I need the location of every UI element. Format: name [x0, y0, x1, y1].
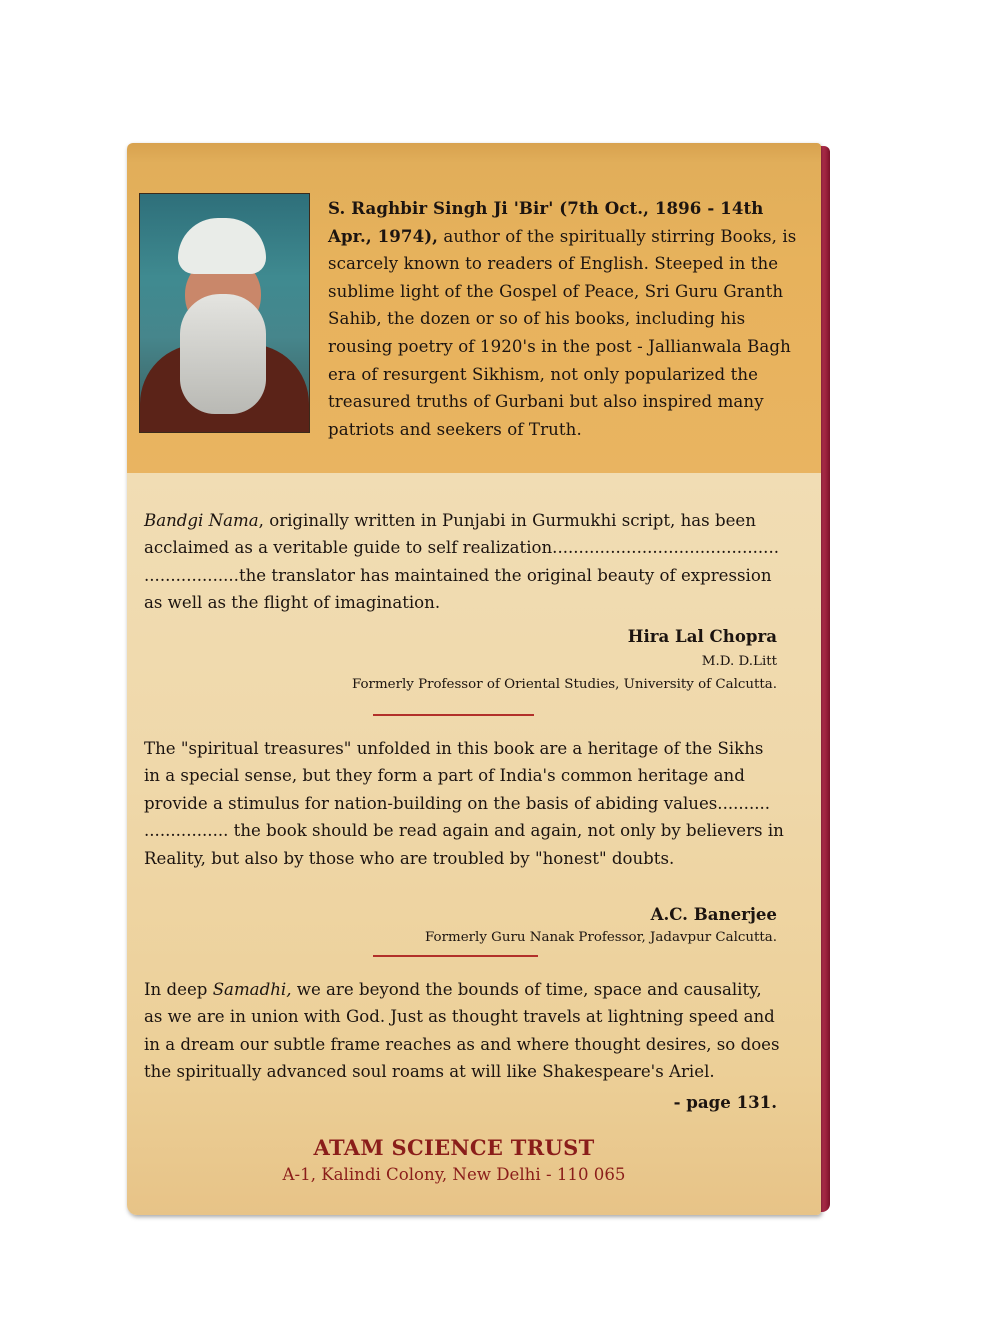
- book-back-cover: [127, 143, 821, 1215]
- publisher-name: ATAM SCIENCE TRUST: [313, 1135, 595, 1160]
- excerpt-page-reference: - page 131.: [673, 1092, 777, 1112]
- author-name: S. Raghbir Singh Ji 'Bir' (7th Oct., 1896 - 14th Apr., 1974),: [328, 198, 764, 246]
- author-bio: [328, 195, 798, 443]
- reviewer-1-degree: M.D. D.Litt: [701, 654, 777, 669]
- author-bio-text: author of the spiritually stirring Books, is scarcely known to readers of English. Steeped in the sublime light of the Gospel of Peace, Sri Guru Granth Sahib, the dozen or so of his books, including his rousing poetry of 1920's in the post - Jallianwala Bagh era of resurgent Sikhism, not only popularized the treasured truths of Gurbani but also inspired many patriots and seekers of Truth.: [328, 226, 797, 439]
- portrait-turban: [178, 218, 266, 274]
- review-quote-2: The "spiritual treasures" unfolded in this book are a heritage of the Sikhs in a special sense, but they form a part of India's common heritage and provide a stimulus for nation-building on the basis of abiding values.......... ................ the book should be read again and again, not only by believers in Reality, but also by those who are troubled by "honest" doubts.: [144, 739, 784, 868]
- section-divider-1: [373, 714, 534, 716]
- book-excerpt-body: we are beyond the bounds of time, space and causality, as we are in union with God. Just as thought travels at lightning speed and in a dream our subtle frame reaches as and where thought desires, so does the spiritually advanced soul roams at will like Shakespeare's Ariel.: [144, 980, 780, 1082]
- review-quote-1-text-a: , originally written in Punjabi in Gurmukhi script, has been acclaimed as a veritable guide to self realization...........................................: [144, 511, 779, 558]
- book-excerpt: [144, 976, 784, 1086]
- author-portrait: [140, 194, 309, 432]
- book-excerpt-lead: In deep: [144, 980, 213, 999]
- review-quote-1: [144, 507, 784, 617]
- portrait-beard: [180, 294, 266, 414]
- reviewer-2-name: A.C. Banerjee: [650, 904, 777, 924]
- book-excerpt-term: Samadhi,: [212, 980, 292, 999]
- section-divider-2: [373, 955, 538, 957]
- reviewer-1-role: Formerly Professor of Oriental Studies, University of Calcutta.: [351, 677, 777, 692]
- book-title: Bandgi Nama: [144, 511, 259, 530]
- review-quote-1-text-b: ..................the translator has maintained the original beauty of expression as well as the flight of imagination.: [144, 565, 772, 613]
- reviewer-1-name: Hira Lal Chopra: [627, 626, 777, 646]
- reviewer-2-role: Formerly Guru Nanak Professor, Jadavpur Calcutta.: [425, 930, 777, 945]
- publisher-address: A-1, Kalindi Colony, New Delhi - 110 065: [282, 1165, 626, 1184]
